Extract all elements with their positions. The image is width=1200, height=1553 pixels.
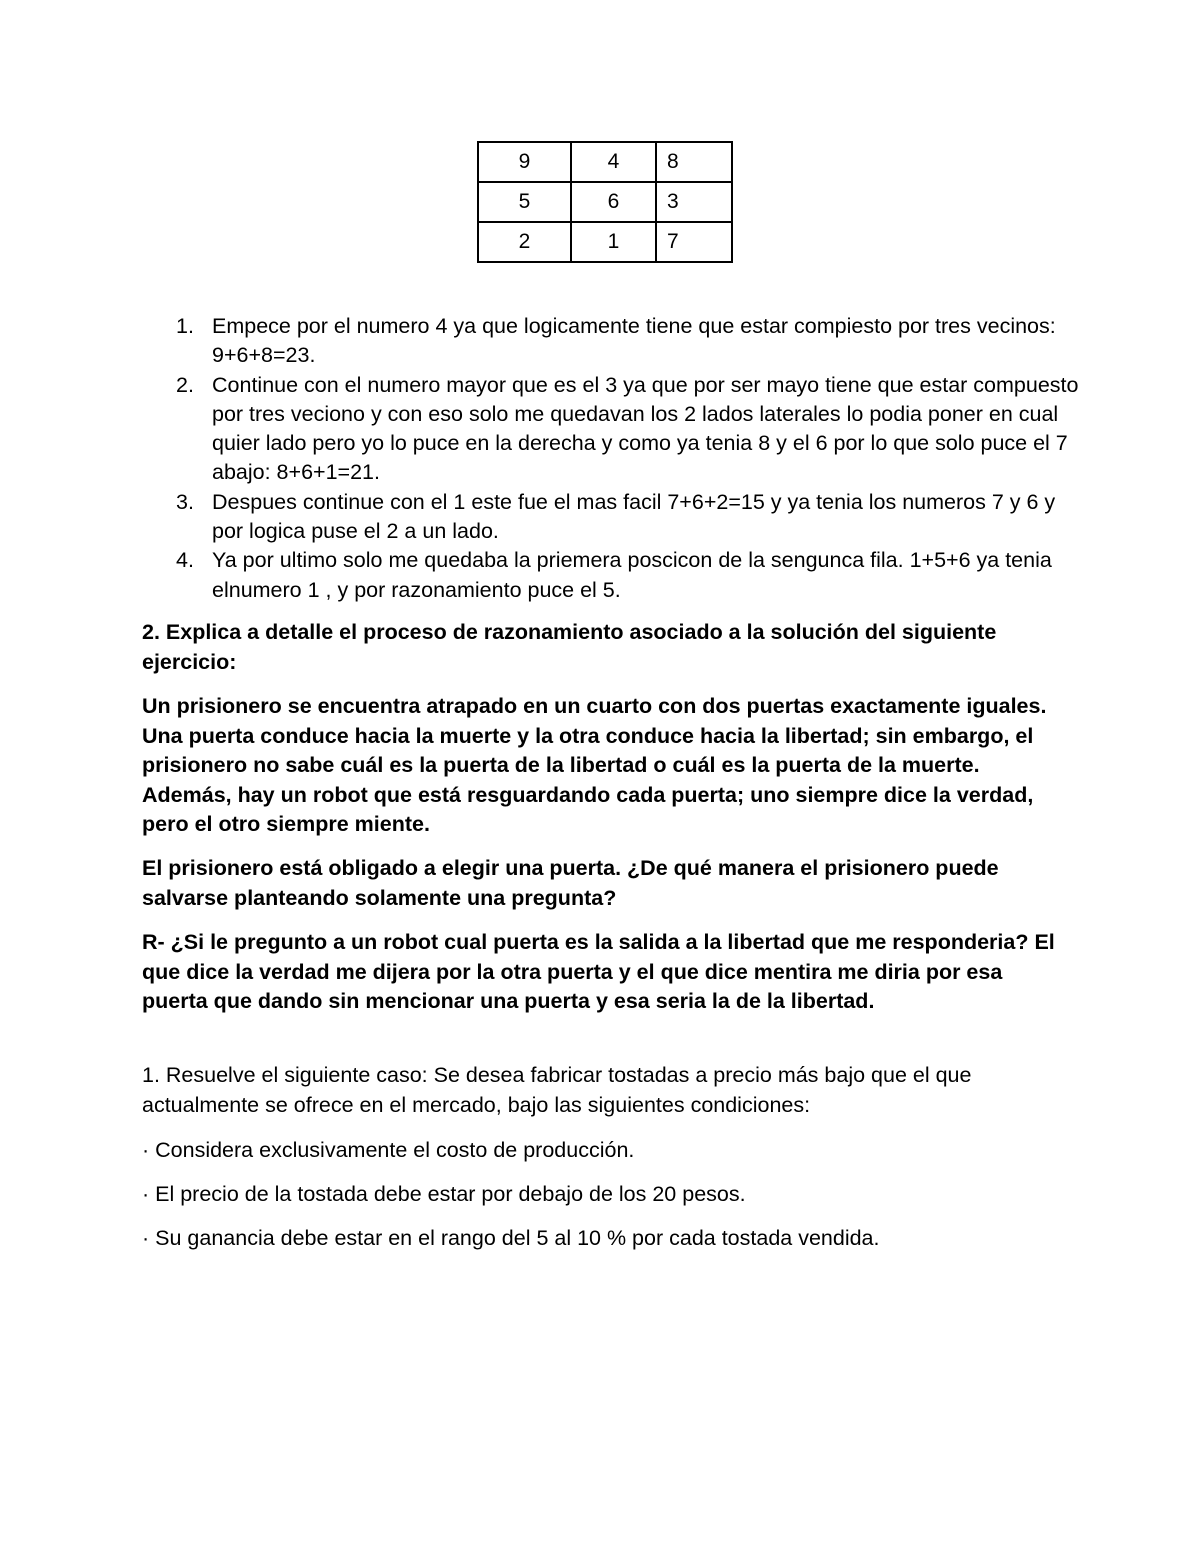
magic-square-table	[477, 141, 733, 263]
list-number: 2.	[176, 372, 194, 397]
solution-steps-list	[142, 312, 1082, 605]
table-cell: 6	[571, 182, 656, 222]
table-cell: 7	[656, 222, 732, 262]
list-item-text: Empece por el numero 4 ya que logicamente tiene que estar compiesto por tres vecinos: 9+6+8=23.	[212, 314, 1056, 368]
table-cell: 8	[656, 142, 732, 182]
list-item	[142, 312, 1082, 371]
list-number: 1.	[176, 314, 194, 338]
table-row	[478, 182, 732, 222]
case-condition: · Considera exclusivamente el costo de producción.	[142, 1138, 635, 1162]
table-cell: 5	[478, 182, 571, 222]
list-item-text: Despues continue con el 1 este fue el mas facil 7+6+2=15 y ya tenia los numeros 7 y 6 y por logica puse el 2 a un lado.	[212, 489, 1056, 544]
table-cell: 2	[478, 222, 571, 262]
case-condition: · Su ganancia debe estar en el rango del 5 al 10 % por cada tostada vendida.	[142, 1226, 880, 1250]
table-cell: 9	[478, 142, 571, 182]
list-item-text: Ya por ultimo solo me quedaba la priemera poscicon de la sengunca fila. 1+5+6 ya tenia elnumero 1 , y por razonamiento puce el 5.	[212, 548, 1052, 602]
question-heading: 2. Explica a detalle el proceso de razonamiento asociado a la solución del siguiente ejercicio:	[142, 620, 997, 674]
table-row	[478, 222, 732, 262]
list-item	[142, 546, 1082, 605]
list-number: 4.	[176, 548, 194, 573]
list-item-text: Continue con el numero mayor que es el 3 ya que por ser mayo tiene que estar compuesto por tres veciono y con eso solo me quedavan los 2 lados laterales lo podia poner en cual quier lado pero yo lo puce en la derecha y como ya tenia 8 y el 6 por lo que solo puce el 7 abajo: 8+6+1=21.	[212, 372, 1079, 485]
case-condition: · El precio de la tostada debe estar por debajo de los 20 pesos.	[142, 1182, 746, 1206]
table-cell: 1	[571, 222, 656, 262]
list-item	[142, 371, 1082, 488]
case-intro: 1. Resuelve el siguiente caso: Se desea fabricar tostadas a precio más bajo que el que actualmente se ofrece en el mercado, bajo las siguientes condiciones:	[142, 1063, 972, 1117]
list-number: 3.	[176, 489, 194, 514]
table-cell: 4	[571, 142, 656, 182]
problem-paragraph: Un prisionero se encuentra atrapado en un cuarto con dos puertas exactamente iguales. Una puerta conduce hacia la muerte y la otra conduce hacia la libertad; sin embargo, el prisionero no sabe cuál es la puerta de la libertad o cuál es la puerta de la muerte. Además, hay un robot que está resguardando cada puerta; uno siempre dice la verdad, pero el otro siempre miente.	[142, 694, 1047, 836]
table-cell: 3	[656, 182, 732, 222]
list-item	[142, 488, 1082, 547]
table-row	[478, 142, 732, 182]
question-paragraph: El prisionero está obligado a elegir una puerta. ¿De qué manera el prisionero puede salvarse planteando solamente una pregunta?	[142, 856, 999, 910]
answer-paragraph: R- ¿Si le pregunto a un robot cual puerta es la salida a la libertad que me responderia? El que dice la verdad me dijera por la otra puerta y el que dice mentira me diria por esa puerta que dando sin mencionar una puerta y esa seria la de la libertad.	[142, 930, 1055, 1013]
